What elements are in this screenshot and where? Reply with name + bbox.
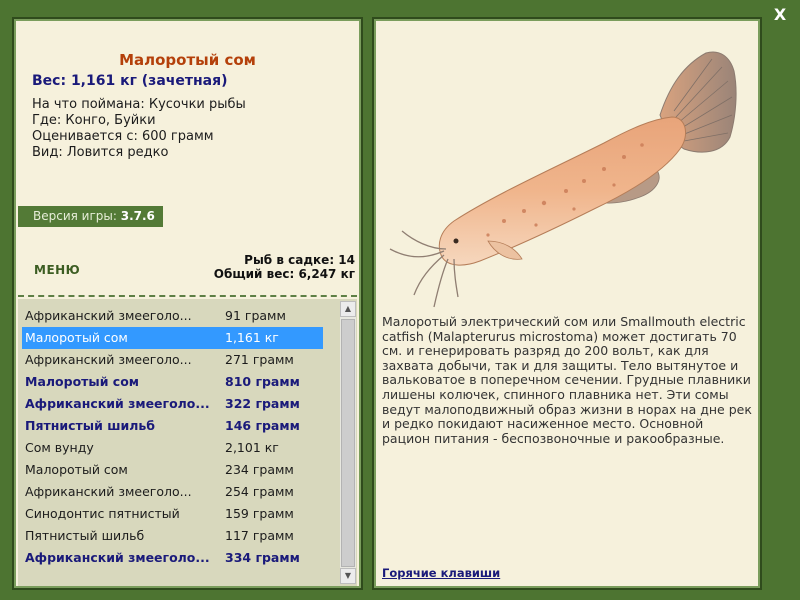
catch-row[interactable]	[22, 525, 323, 547]
catch-weight: 810 грамм	[225, 374, 300, 389]
version-label: Версия игры:	[33, 209, 117, 223]
info-rarity: Вид: Ловится редко	[32, 145, 169, 160]
version-bar	[18, 206, 163, 227]
catch-weight: 234 грамм	[225, 462, 294, 477]
catch-row[interactable]	[22, 393, 323, 415]
fish-description-panel	[372, 17, 762, 590]
catch-name: Синодонтис пятнистый	[25, 506, 180, 521]
catch-name: Малоротый сом	[25, 330, 128, 345]
fish-title: Малоротый сом	[119, 51, 256, 69]
keepnet-total-weight: Общий вес: 6,247 кг	[213, 267, 355, 281]
keepnet-stats	[214, 253, 355, 281]
fish-weight: Вес: 1,161 кг (зачетная)	[32, 73, 228, 89]
info-bait: На что поймана: Кусочки рыбы	[32, 97, 246, 112]
info-rating: Оценивается с: 600 грамм	[32, 129, 214, 144]
list-scrollbar[interactable]	[340, 301, 356, 584]
catch-row[interactable]	[22, 437, 323, 459]
catch-row-selected[interactable]	[22, 327, 323, 349]
close-button[interactable]: X	[773, 5, 787, 24]
menu-button[interactable]: МЕНЮ	[34, 263, 81, 277]
catch-weight: 322 грамм	[225, 396, 300, 411]
catch-weight: 2,101 кг	[225, 440, 279, 455]
info-location: Где: Конго, Буйки	[32, 113, 156, 128]
catch-name: Африканский змееголо...	[25, 396, 210, 411]
scroll-down-icon[interactable]: ▼	[340, 568, 356, 584]
catch-name: Африканский змееголо...	[25, 550, 210, 565]
catch-weight: 91 грамм	[225, 308, 286, 323]
catch-name: Сом вунду	[25, 440, 94, 455]
catch-list[interactable]	[18, 299, 357, 586]
catch-name: Африканский змееголо...	[25, 352, 192, 367]
hotkeys-link[interactable]: Горячие клавиши	[382, 566, 501, 580]
catch-weight: 159 грамм	[225, 506, 294, 521]
version-value: 3.7.6	[120, 209, 155, 223]
catch-info-panel	[12, 17, 363, 590]
fish-image	[384, 45, 744, 315]
fish-description: Малоротый электрический сом или Smallmouth electric catfish (Malapterurus microstoma) может достигать 70 см. и генерировать разряд до 200 вольт, как для захвата добычи, так и для защиты. Тело вытянутое и вальковатое в поперечном сечении. Грудные плавники лишены колючек, спинного плавника нет. Эти сомы ведут малоподвижный образ жизни в норах на дне рек и редко покидают насиженное место. Основной рацион питания - беспозвоночные и ракообразные.	[382, 314, 752, 446]
catch-row[interactable]	[22, 459, 323, 481]
catch-row[interactable]	[22, 547, 323, 569]
catch-name: Африканский змееголо...	[25, 308, 192, 323]
scroll-up-icon[interactable]: ▲	[340, 301, 356, 317]
catch-weight: 254 грамм	[225, 484, 294, 499]
catch-row[interactable]	[22, 305, 323, 327]
catch-name: Африканский змееголо...	[25, 484, 192, 499]
catch-weight: 117 грамм	[225, 528, 294, 543]
catch-row[interactable]	[22, 349, 323, 371]
catch-row[interactable]	[22, 503, 323, 525]
catch-weight: 1,161 кг	[225, 330, 279, 345]
catch-name: Пятнистый шильб	[25, 528, 145, 543]
catch-row[interactable]	[22, 481, 323, 503]
catch-name: Пятнистый шильб	[25, 418, 156, 433]
keepnet-count: Рыб в садке: 14	[244, 253, 355, 267]
scroll-thumb[interactable]	[341, 319, 355, 567]
catch-name: Малоротый сом	[25, 374, 140, 389]
catch-name: Малоротый сом	[25, 462, 128, 477]
catch-row[interactable]	[22, 415, 323, 437]
catch-weight: 146 грамм	[225, 418, 300, 433]
catch-weight: 334 грамм	[225, 550, 300, 565]
catch-weight: 271 грамм	[225, 352, 294, 367]
divider	[18, 295, 357, 297]
catch-row[interactable]	[22, 371, 323, 393]
